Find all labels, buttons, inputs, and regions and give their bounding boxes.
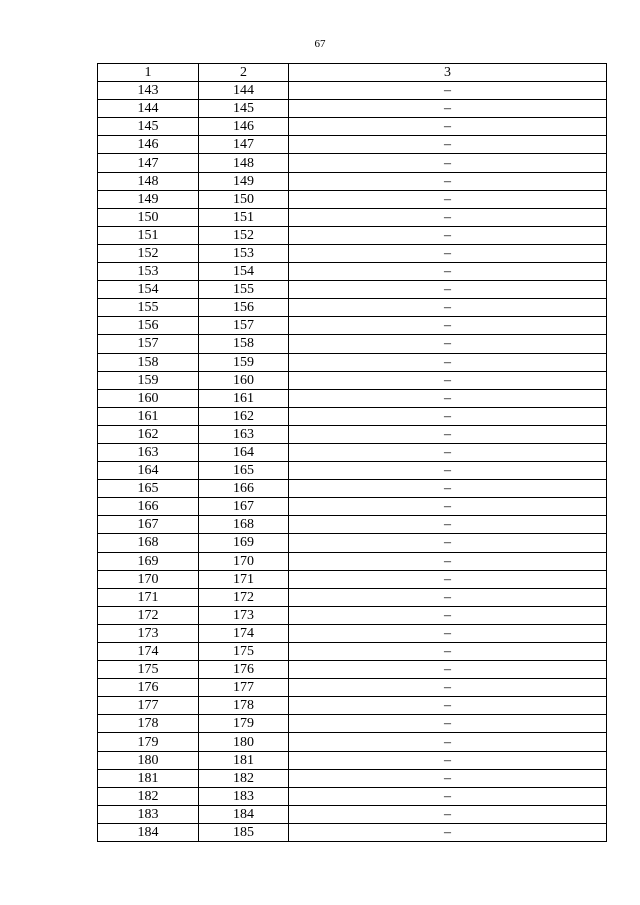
table-cell-col-1: 149 xyxy=(98,190,199,208)
table-cell-col-3: – xyxy=(289,299,607,317)
table-cell-col-2: 178 xyxy=(199,697,289,715)
table-row xyxy=(98,643,607,661)
table-cell-col-2: 175 xyxy=(199,643,289,661)
table-cell-col-1: 155 xyxy=(98,299,199,317)
table-body xyxy=(98,82,607,842)
table-row xyxy=(98,443,607,461)
table-row xyxy=(98,516,607,534)
table-cell-col-2: 180 xyxy=(199,733,289,751)
table-cell-col-2: 184 xyxy=(199,805,289,823)
table-cell-col-3: – xyxy=(289,443,607,461)
table-cell-col-3: – xyxy=(289,462,607,480)
table-row xyxy=(98,751,607,769)
table-cell-col-3: – xyxy=(289,82,607,100)
table-cell-col-3: – xyxy=(289,190,607,208)
table-cell-col-1: 166 xyxy=(98,498,199,516)
table-cell-col-3: – xyxy=(289,244,607,262)
table-cell-col-2: 153 xyxy=(199,244,289,262)
table-cell-col-2: 174 xyxy=(199,624,289,642)
table-cell-col-2: 152 xyxy=(199,226,289,244)
table-cell-col-3: – xyxy=(289,389,607,407)
table-cell-col-3: – xyxy=(289,172,607,190)
table-cell-col-3: – xyxy=(289,697,607,715)
table-cell-col-1: 168 xyxy=(98,534,199,552)
table-row xyxy=(98,606,607,624)
table-row xyxy=(98,679,607,697)
table-cell-col-2: 177 xyxy=(199,679,289,697)
column-header-2: 2 xyxy=(199,64,289,82)
table-cell-col-1: 176 xyxy=(98,679,199,697)
table-cell-col-1: 165 xyxy=(98,480,199,498)
table-cell-col-1: 145 xyxy=(98,118,199,136)
table-row xyxy=(98,787,607,805)
table-cell-col-2: 146 xyxy=(199,118,289,136)
table-cell-col-1: 183 xyxy=(98,805,199,823)
table-cell-col-2: 145 xyxy=(199,100,289,118)
table-row xyxy=(98,389,607,407)
table-cell-col-3: – xyxy=(289,606,607,624)
table-row xyxy=(98,371,607,389)
table-cell-col-1: 172 xyxy=(98,606,199,624)
table-row xyxy=(98,823,607,841)
table-cell-col-1: 169 xyxy=(98,552,199,570)
table-cell-col-3: – xyxy=(289,208,607,226)
table-cell-col-2: 164 xyxy=(199,443,289,461)
table-cell-col-2: 154 xyxy=(199,263,289,281)
table-cell-col-2: 170 xyxy=(199,552,289,570)
table-cell-col-1: 164 xyxy=(98,462,199,480)
table-row xyxy=(98,82,607,100)
table-cell-col-2: 144 xyxy=(199,82,289,100)
table-cell-col-2: 162 xyxy=(199,407,289,425)
table-cell-col-1: 146 xyxy=(98,136,199,154)
table-row xyxy=(98,733,607,751)
table-cell-col-1: 167 xyxy=(98,516,199,534)
table-cell-col-3: – xyxy=(289,787,607,805)
table-cell-col-1: 154 xyxy=(98,281,199,299)
table-cell-col-2: 182 xyxy=(199,769,289,787)
table-cell-col-1: 171 xyxy=(98,588,199,606)
table-cell-col-3: – xyxy=(289,498,607,516)
table-cell-col-1: 181 xyxy=(98,769,199,787)
table-cell-col-3: – xyxy=(289,769,607,787)
page-number: 67 xyxy=(314,38,326,50)
table-cell-col-1: 150 xyxy=(98,208,199,226)
table-cell-col-1: 159 xyxy=(98,371,199,389)
table-cell-col-3: – xyxy=(289,624,607,642)
table-row xyxy=(98,697,607,715)
table-cell-col-2: 172 xyxy=(199,588,289,606)
table-cell-col-3: – xyxy=(289,100,607,118)
table-row xyxy=(98,462,607,480)
table-cell-col-2: 176 xyxy=(199,661,289,679)
table-cell-col-1: 180 xyxy=(98,751,199,769)
table-cell-col-1: 175 xyxy=(98,661,199,679)
table-header xyxy=(98,64,607,82)
table-cell-col-1: 158 xyxy=(98,353,199,371)
table-cell-col-3: – xyxy=(289,643,607,661)
table-cell-col-3: – xyxy=(289,805,607,823)
table-cell-col-3: – xyxy=(289,371,607,389)
table-cell-col-1: 151 xyxy=(98,226,199,244)
table-cell-col-1: 162 xyxy=(98,425,199,443)
table-cell-col-2: 179 xyxy=(199,715,289,733)
table-cell-col-1: 147 xyxy=(98,154,199,172)
table-row xyxy=(98,425,607,443)
table-row xyxy=(98,661,607,679)
table-cell-col-2: 163 xyxy=(199,425,289,443)
table-cell-col-1: 173 xyxy=(98,624,199,642)
column-header-1: 1 xyxy=(98,64,199,82)
table-cell-col-2: 166 xyxy=(199,480,289,498)
table-cell-col-3: – xyxy=(289,281,607,299)
table-cell-col-2: 160 xyxy=(199,371,289,389)
table-cell-col-2: 171 xyxy=(199,570,289,588)
table-row xyxy=(98,226,607,244)
table-cell-col-2: 159 xyxy=(199,353,289,371)
table-cell-col-3: – xyxy=(289,226,607,244)
data-table xyxy=(97,63,607,842)
table-cell-col-3: – xyxy=(289,552,607,570)
table-cell-col-1: 148 xyxy=(98,172,199,190)
table-cell-col-2: 150 xyxy=(199,190,289,208)
table-cell-col-1: 152 xyxy=(98,244,199,262)
table-cell-col-3: – xyxy=(289,335,607,353)
table-cell-col-2: 155 xyxy=(199,281,289,299)
table-cell-col-2: 148 xyxy=(199,154,289,172)
table-row xyxy=(98,534,607,552)
table-cell-col-3: – xyxy=(289,516,607,534)
table-row xyxy=(98,805,607,823)
table-cell-col-3: – xyxy=(289,733,607,751)
table-row xyxy=(98,263,607,281)
table-cell-col-1: 143 xyxy=(98,82,199,100)
table-cell-col-3: – xyxy=(289,679,607,697)
table-row xyxy=(98,407,607,425)
table-cell-col-3: – xyxy=(289,823,607,841)
table-row xyxy=(98,335,607,353)
table-row xyxy=(98,118,607,136)
table-cell-col-3: – xyxy=(289,480,607,498)
table-cell-col-3: – xyxy=(289,425,607,443)
table-cell-col-2: 169 xyxy=(199,534,289,552)
table-cell-col-2: 158 xyxy=(199,335,289,353)
table-cell-col-1: 153 xyxy=(98,263,199,281)
table-cell-col-1: 177 xyxy=(98,697,199,715)
table-row xyxy=(98,136,607,154)
table-cell-col-1: 160 xyxy=(98,389,199,407)
table-row xyxy=(98,353,607,371)
table-row xyxy=(98,299,607,317)
table-cell-col-3: – xyxy=(289,570,607,588)
table-row xyxy=(98,154,607,172)
table-row xyxy=(98,588,607,606)
table-cell-col-1: 182 xyxy=(98,787,199,805)
table-row xyxy=(98,172,607,190)
table-cell-col-1: 163 xyxy=(98,443,199,461)
table-cell-col-2: 183 xyxy=(199,787,289,805)
table-cell-col-3: – xyxy=(289,263,607,281)
table-cell-col-3: – xyxy=(289,353,607,371)
table-header-row xyxy=(98,64,607,82)
table-cell-col-3: – xyxy=(289,534,607,552)
table-row xyxy=(98,570,607,588)
table-row xyxy=(98,208,607,226)
table-cell-col-3: – xyxy=(289,751,607,769)
table-cell-col-2: 167 xyxy=(199,498,289,516)
column-header-3: 3 xyxy=(289,64,607,82)
table-cell-col-3: – xyxy=(289,661,607,679)
table-cell-col-3: – xyxy=(289,588,607,606)
table-row xyxy=(98,552,607,570)
table-cell-col-1: 157 xyxy=(98,335,199,353)
table-row xyxy=(98,100,607,118)
table-cell-col-3: – xyxy=(289,715,607,733)
table-cell-col-1: 174 xyxy=(98,643,199,661)
table-cell-col-2: 156 xyxy=(199,299,289,317)
table-cell-col-3: – xyxy=(289,154,607,172)
table-row xyxy=(98,190,607,208)
table-cell-col-3: – xyxy=(289,118,607,136)
table-cell-col-1: 161 xyxy=(98,407,199,425)
table-row xyxy=(98,715,607,733)
table-cell-col-1: 170 xyxy=(98,570,199,588)
table-cell-col-2: 173 xyxy=(199,606,289,624)
table-cell-col-2: 151 xyxy=(199,208,289,226)
table-cell-col-2: 149 xyxy=(199,172,289,190)
table-cell-col-3: – xyxy=(289,136,607,154)
table-cell-col-2: 185 xyxy=(199,823,289,841)
table-cell-col-1: 144 xyxy=(98,100,199,118)
table-cell-col-1: 178 xyxy=(98,715,199,733)
table-row xyxy=(98,769,607,787)
table-cell-col-1: 179 xyxy=(98,733,199,751)
table-row xyxy=(98,317,607,335)
table-row xyxy=(98,624,607,642)
table-cell-col-3: – xyxy=(289,407,607,425)
table-cell-col-2: 147 xyxy=(199,136,289,154)
table-cell-col-2: 157 xyxy=(199,317,289,335)
table-row xyxy=(98,480,607,498)
table-cell-col-2: 165 xyxy=(199,462,289,480)
table-cell-col-1: 184 xyxy=(98,823,199,841)
table-row xyxy=(98,498,607,516)
table-cell-col-2: 161 xyxy=(199,389,289,407)
table-cell-col-1: 156 xyxy=(98,317,199,335)
table-cell-col-2: 181 xyxy=(199,751,289,769)
table-cell-col-2: 168 xyxy=(199,516,289,534)
table-cell-col-3: – xyxy=(289,317,607,335)
table-row xyxy=(98,281,607,299)
table-row xyxy=(98,244,607,262)
